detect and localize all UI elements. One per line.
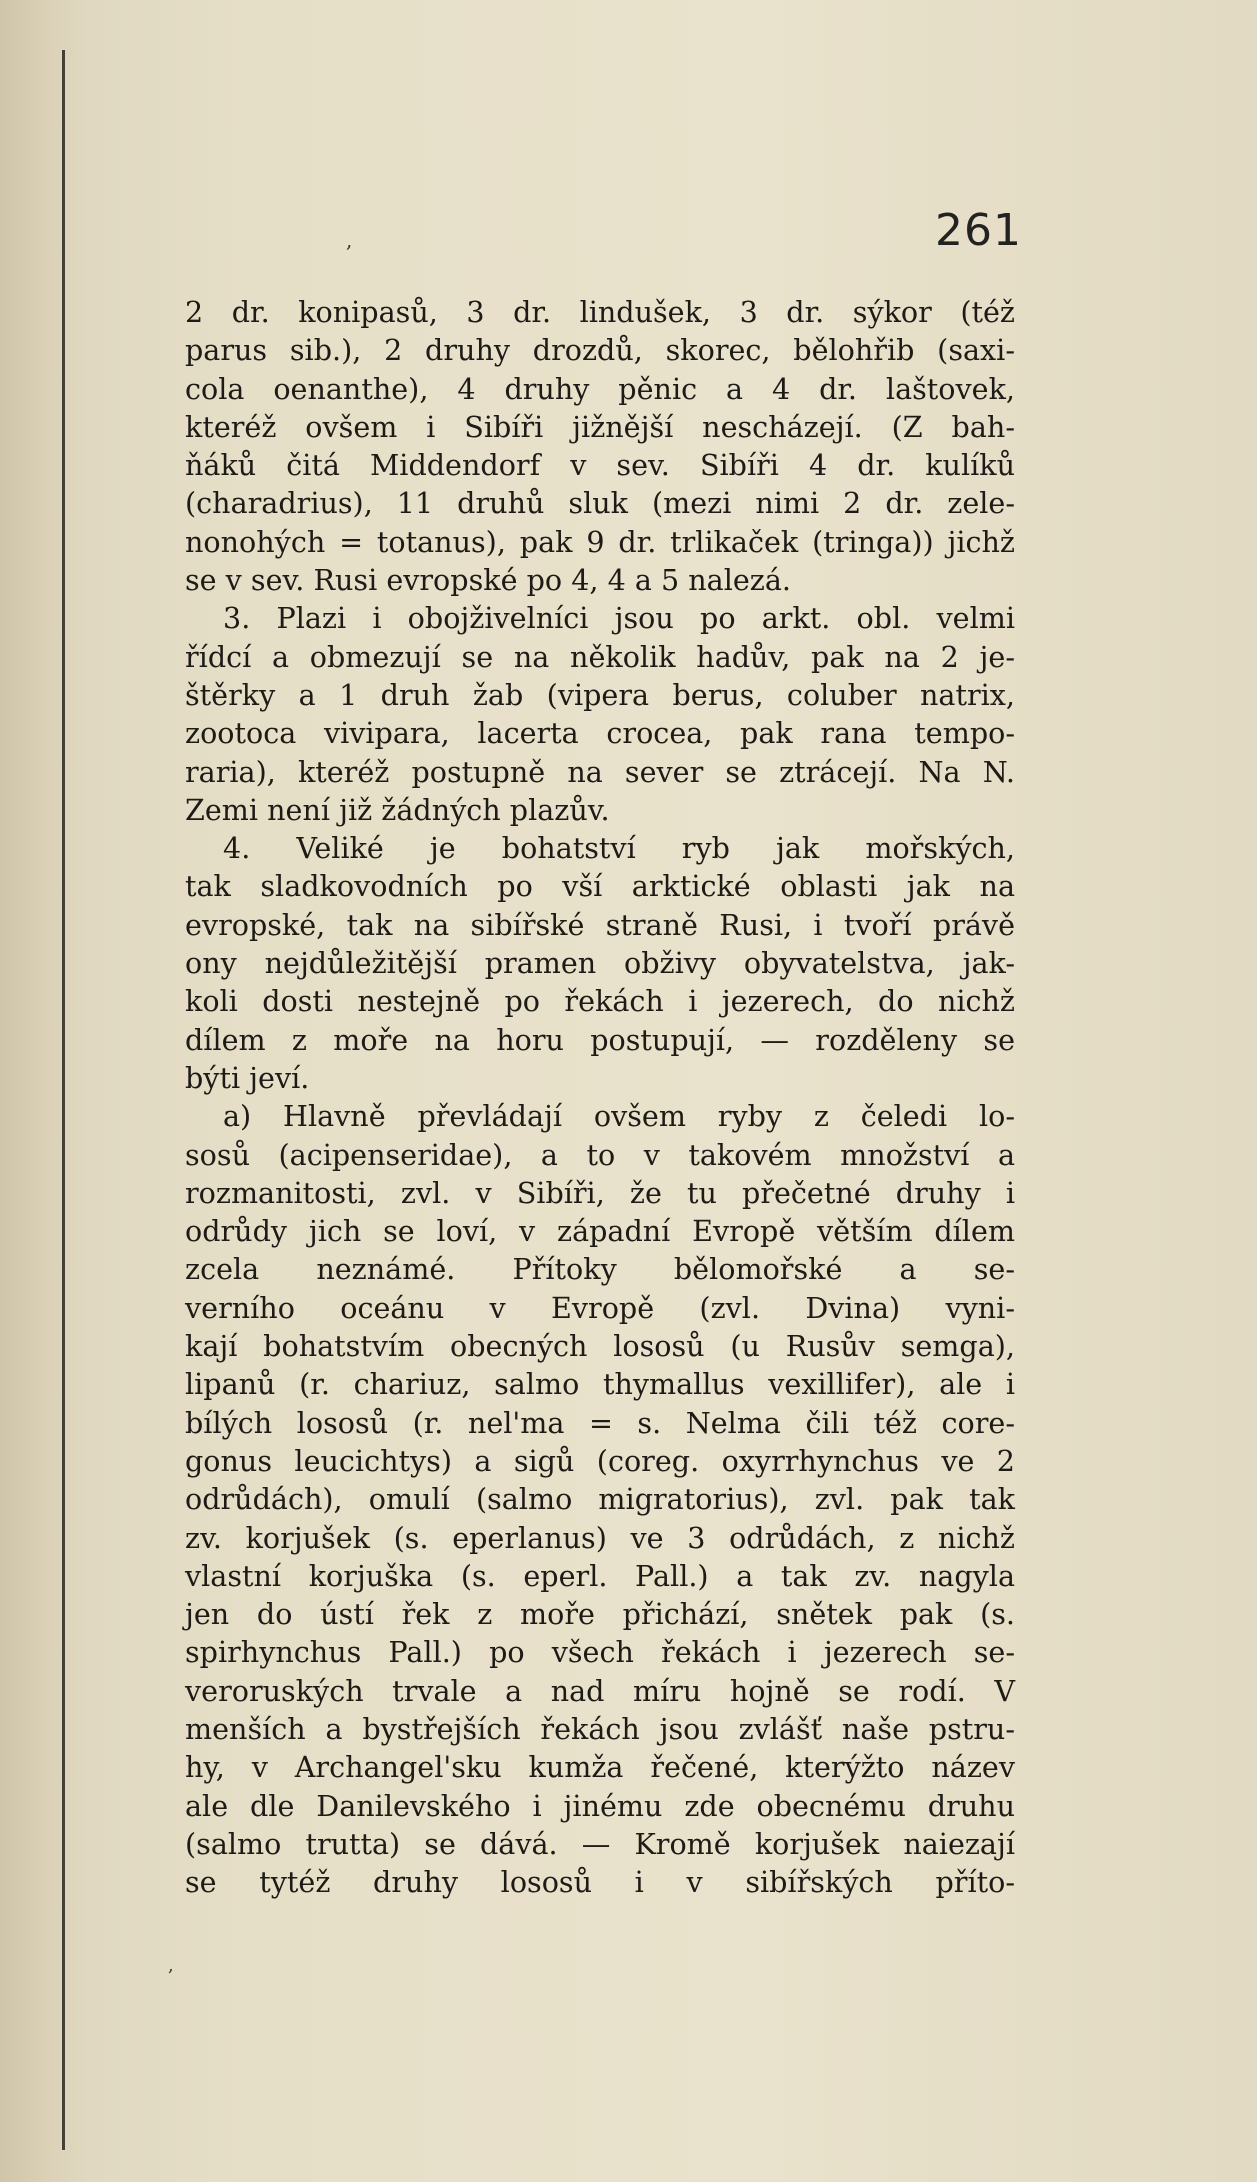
text-line: kteréž ovšem i Sibíři jižnější nescházejí. (Z bah- bbox=[185, 409, 1015, 444]
body-text bbox=[185, 293, 1015, 1901]
text-line: rozmanitosti, zvl. v Sibíři, že tu přečetné druhy i bbox=[185, 1175, 1015, 1210]
text-line: 3. Plazi i obojživelníci jsou po arkt. obl. velmi bbox=[223, 601, 1015, 636]
text-line: parus sib.), 2 druhy drozdů, skorec, bělohřib (saxi- bbox=[185, 333, 1015, 368]
text-line: kají bohatstvím obecných lososů (u Rusův semga), bbox=[185, 1329, 1015, 1364]
text-line: 2 dr. konipasů, 3 dr. lindušek, 3 dr. sýkor (též bbox=[185, 295, 1015, 329]
text-line: odrůdy jich se loví, v západní Evropě větším dílem bbox=[185, 1214, 1015, 1249]
page-binding-edge bbox=[62, 50, 65, 2150]
text-line: odrůdách), omulí (salmo migratorius), zvl. pak tak bbox=[185, 1482, 1015, 1517]
page-binding-shadow bbox=[0, 0, 95, 2182]
text-line: koli dosti nestejně po řekách i jezerech, do nichž bbox=[185, 984, 1015, 1019]
text-line: a) Hlavně převládají ovšem ryby z čeledi lo- bbox=[223, 1099, 1015, 1134]
text-line: jen do ústí řek z moře přichází, snětek pak (s. bbox=[185, 1597, 1015, 1632]
text-line: řídcí a obmezují se na několik hadův, pak na 2 je- bbox=[185, 639, 1015, 674]
text-line: býti jeví. bbox=[185, 1060, 310, 1095]
text-line: štěrky a 1 druh žab (vipera berus, coluber natrix, bbox=[185, 677, 1015, 712]
text-line: menších a bystřejších řekách jsou zvlášť naše pstru- bbox=[185, 1711, 1015, 1746]
text-line: ale dle Danilevského i jinému zde obecnému druhu bbox=[185, 1788, 1015, 1823]
text-line: ňáků čitá Middendorf v sev. Sibíři 4 dr. kulíků bbox=[185, 448, 1015, 483]
text-line: tak sladkovodních po vší arktické oblasti jak na bbox=[185, 869, 1015, 904]
text-line: veroruských trvale a nad míru hojně se rodí. V bbox=[185, 1673, 1015, 1708]
text-line: hy, v Archangel'sku kumža řečené, kterýžto název bbox=[185, 1750, 1015, 1785]
text-line: cola oenanthe), 4 druhy pěnic a 4 dr. laštovek, bbox=[185, 371, 1015, 406]
text-line: ony nejdůležitější pramen obživy obyvatelstva, jak- bbox=[185, 946, 1015, 981]
text-line: vlastní korjuška (s. eperl. Pall.) a tak zv. nagyla bbox=[185, 1558, 1015, 1593]
text-line: zootoca vivipara, lacerta crocea, pak rana tempo- bbox=[185, 716, 1015, 751]
text-line: dílem z moře na horu postupují, — rozděleny se bbox=[185, 1022, 1015, 1057]
text-line: bílých lososů (r. nel'ma = s. Nelma čili též core- bbox=[185, 1405, 1015, 1440]
text-line: raria), kteréž postupně na sever se ztrácejí. Na N. bbox=[185, 754, 1015, 789]
text-line: zcela neznámé. Přítoky bělomořské a se- bbox=[185, 1252, 1015, 1287]
text-line: spirhynchus Pall.) po všech řekách i jezerech se- bbox=[185, 1635, 1015, 1670]
bottom-mark: , bbox=[168, 1955, 174, 1976]
text-line: gonus leucichtys) a sigů (coreg. oxyrrhynchus ve 2 bbox=[185, 1443, 1015, 1478]
text-line: se v sev. Rusi evropské po 4, 4 a 5 nalezá. bbox=[185, 563, 791, 598]
text-line: (salmo trutta) se dává. — Kromě korjušek naiezají bbox=[185, 1826, 1015, 1861]
text-line: (charadrius), 11 druhů sluk (mezi nimi 2 dr. zele- bbox=[185, 486, 1015, 521]
page-number: 261 bbox=[935, 205, 1022, 256]
text-line: nonohých = totanus), pak 9 dr. trlikaček (tringa)) jichž bbox=[185, 524, 1015, 559]
text-line: se tytéž druhy lososů i v sibířských příto- bbox=[185, 1865, 1015, 1900]
text-line: zv. korjušek (s. eperlanus) ve 3 odrůdách, z nichž bbox=[185, 1520, 1015, 1555]
text-line: 4. Veliké je bohatství ryb jak mořských, bbox=[223, 831, 1015, 866]
text-line: sosů (acipenseridae), a to v takovém množství a bbox=[185, 1137, 1015, 1172]
text-line: evropské, tak na sibířské straně Rusi, i tvoří právě bbox=[185, 907, 1015, 942]
top-mark: , bbox=[346, 228, 353, 252]
text-line: lipanů (r. chariuz, salmo thymallus vexillifer), ale i bbox=[185, 1367, 1015, 1402]
text-line: verního oceánu v Evropě (zvl. Dvina) vyni- bbox=[185, 1290, 1015, 1325]
text-line: Zemi není již žádných plazův. bbox=[185, 792, 610, 827]
